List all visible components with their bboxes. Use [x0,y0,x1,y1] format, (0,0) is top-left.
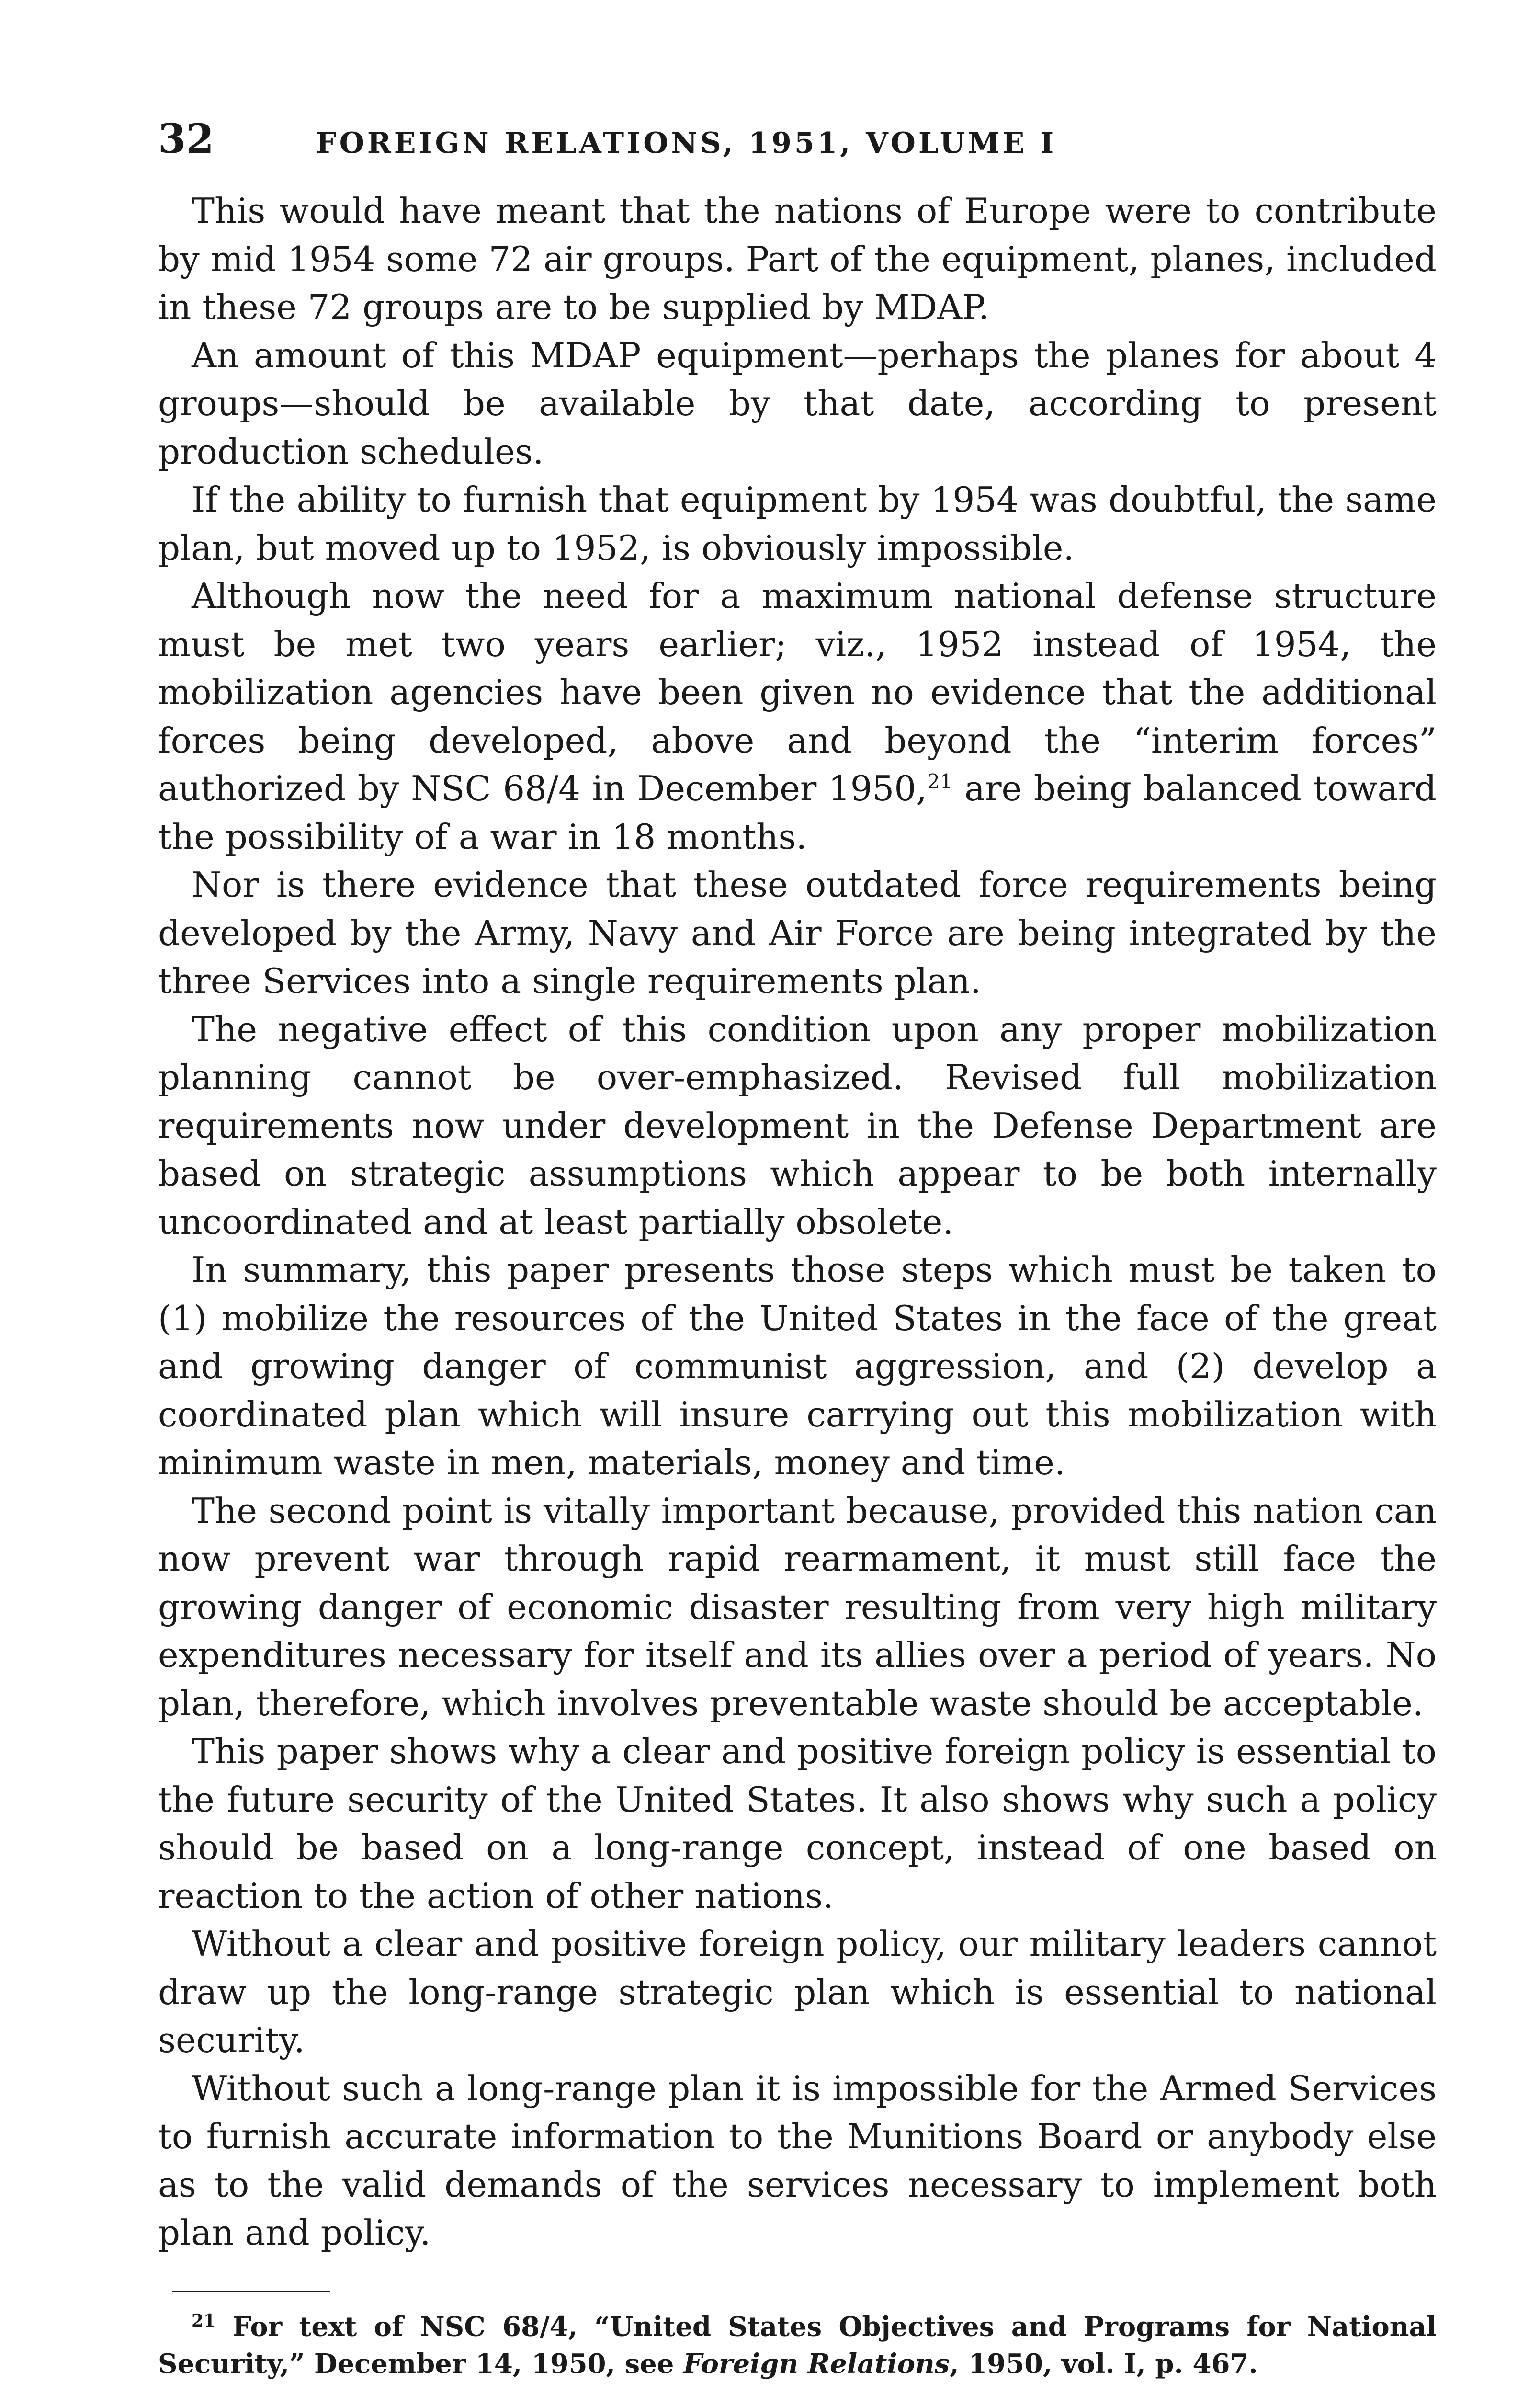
paragraph-5: Nor is there evidence that these outdated force requirements being developed by the Army, Navy and Air Force are being integrated by the three Services into a single requirements plan. [158,865,1437,1001]
paragraph-8: The second point is vitally important because, provided this nation can now prevent war through rapid rearmament, it must still face the growing danger of economic disaster resulting from very high military expenditures necessary for itself and its allies over a period of years. No plan, therefore, which involves preventable waste should be acceptable. [158,1490,1437,1723]
page-header [158,115,1437,168]
document-page [158,115,1437,2383]
page-number: 32 [158,115,214,162]
footnote-text-before: For text of NSC 68/4, “United States Objectives and Programs for National Security,” December 14, 1950, see [158,2311,1437,2380]
paragraph-9: This paper shows why a clear and positive foreign policy is essential to the future security of the United States. It also shows why such a policy should be based on a long-range concept, instead of one based on reaction to the action of other nations. [158,1731,1437,1916]
footnote [158,2302,1437,2383]
footnote-mark: 21 [192,2310,216,2331]
paragraph-2: An amount of this MDAP equipment—perhaps the planes for about 4 groups—should be available by that date, according to present production schedules. [158,335,1437,472]
footnote-reference[interactable]: 21 [927,770,953,793]
paragraph-4-text: Although now the need for a maximum national defense structure must be met two years earlier; viz., 1952 instead of 1954, the mobilization agencies have been given no evidence that the additional forces being developed, above and beyond the “interim forces” authorized by NSC 68/4 in December 1950, [158,576,1437,809]
paragraph-10: Without a clear and positive foreign policy, our military leaders cannot draw up the long-range strategic plan which is essential to national security. [158,1924,1437,2060]
paragraph-6: The negative effect of this condition upon any proper mobilization planning cannot be over-emphasized. Revised full mobilization requirements now under development in the Defense Department are based on strategic assumptions which appear to be both internally uncoordinated and at least partially obsolete. [158,1009,1437,1242]
running-head: FOREIGN RELATIONS, 1951, VOLUME I [316,126,1057,160]
paragraph-3: If the ability to furnish that equipment by 1954 was doubtful, the same plan, but moved up to 1952, is obviously impossible. [158,479,1437,568]
footnote-text-after: , 1950, vol. I, p. 467. [950,2348,1258,2380]
paragraph-7: In summary, this paper presents those steps which must be taken to (1) mobilize the resources of the United States in the face of the great and growing danger of communist aggression, and (2) develop a coordinated plan which will insure carrying out this mobilization with minimum waste in men, materials, money and time. [158,1250,1437,1483]
footnote-italic-title: Foreign Relations [683,2348,950,2380]
paragraph-4 [158,572,1437,861]
paragraph-4-tail: are being balanced toward the possibility of a war in 18 months. [158,768,1437,857]
paragraph-1: This would have meant that the nations of Europe were to contribute by mid 1954 some 72 air groups. Part of the equipment, planes, included in these 72 groups are to be supplied by MDAP. [158,191,1437,327]
body-text [158,187,1437,2257]
footnote-divider [172,2291,330,2292]
paragraph-11: Without such a long-range plan it is impossible for the Armed Services to furnish accurate information to the Munitions Board or anybody else as to the valid demands of the services necessary to implement both plan and policy. [158,2068,1437,2253]
